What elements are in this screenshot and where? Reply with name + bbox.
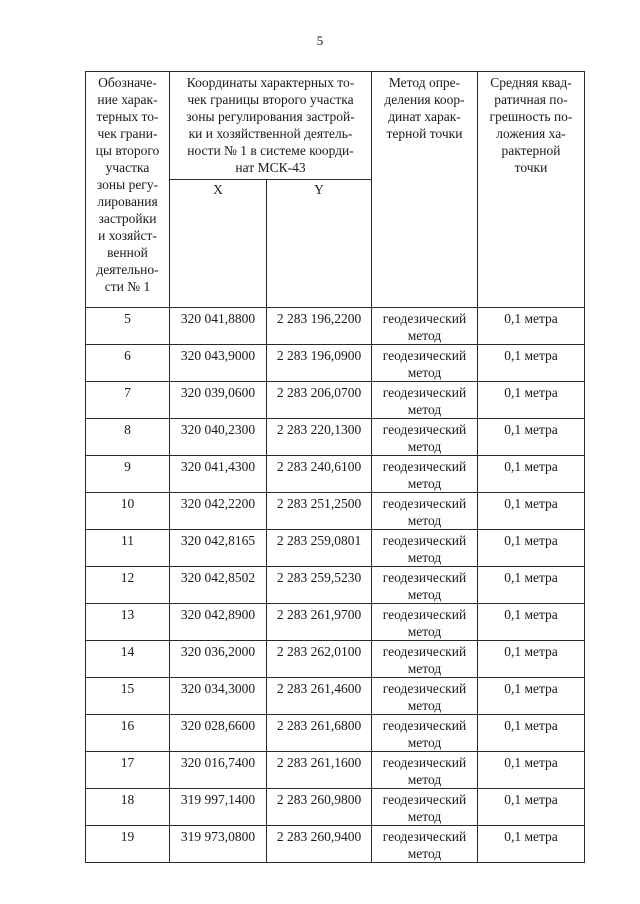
x-coordinate-cell: 320 028,6600 [170,715,267,752]
y-coordinate-cell: 2 283 260,9400 [267,826,372,863]
table-row [86,567,585,604]
x-coordinate-cell: 320 042,8900 [170,604,267,641]
x-coordinate-cell: 319 997,1400 [170,789,267,826]
x-coordinate-cell: 320 041,4300 [170,456,267,493]
header-coordinates [170,72,372,180]
x-coordinate-cell: 320 042,8165 [170,530,267,567]
method-cell: геодезический метод [372,345,478,382]
point-number-cell: 15 [86,678,170,715]
x-coordinate-cell: 320 016,7400 [170,752,267,789]
table-row [86,308,585,345]
point-number-cell: 8 [86,419,170,456]
method-cell: геодезический метод [372,308,478,345]
method-cell: геодезический метод [372,641,478,678]
point-number-cell: 17 [86,752,170,789]
point-number-cell: 11 [86,530,170,567]
header-error-label: Средняя квад- ратичная по- грешность по- ложения ха- рактерной точки [489,75,573,175]
table-row [86,826,585,863]
table-row [86,789,585,826]
table-row [86,419,585,456]
y-coordinate-cell: 2 283 259,0801 [267,530,372,567]
coordinates-table [85,71,585,863]
error-cell: 0,1 метра [478,604,585,641]
table-row [86,641,585,678]
table-body [86,308,585,863]
point-number-cell: 6 [86,345,170,382]
x-coordinate-cell: 320 039,0600 [170,382,267,419]
x-coordinate-cell: 320 040,2300 [170,419,267,456]
point-number-cell: 7 [86,382,170,419]
y-coordinate-cell: 2 283 196,2200 [267,308,372,345]
y-coordinate-cell: 2 283 251,2500 [267,493,372,530]
y-coordinate-cell: 2 283 260,9800 [267,789,372,826]
x-coordinate-cell: 320 034,3000 [170,678,267,715]
method-cell: геодезический метод [372,789,478,826]
table-row [86,715,585,752]
table-row [86,493,585,530]
method-cell: геодезический метод [372,715,478,752]
error-cell: 0,1 метра [478,826,585,863]
table-row [86,678,585,715]
y-coordinate-cell: 2 283 261,1600 [267,752,372,789]
y-coordinate-cell: 2 283 220,1300 [267,419,372,456]
header-coordinates-label: Координаты характерных то- чек границы второго участка зоны регулирования застрой- ки и хозяйственной деятель- ности № 1 в системе коорди- нат МСК-43 [186,75,355,175]
method-cell: геодезический метод [372,456,478,493]
method-cell: геодезический метод [372,419,478,456]
error-cell: 0,1 метра [478,419,585,456]
point-number-cell: 13 [86,604,170,641]
error-cell: 0,1 метра [478,567,585,604]
error-cell: 0,1 метра [478,345,585,382]
error-cell: 0,1 метра [478,493,585,530]
table-row [86,604,585,641]
point-number-cell: 12 [86,567,170,604]
method-cell: геодезический метод [372,826,478,863]
point-number-cell: 16 [86,715,170,752]
method-cell: геодезический метод [372,567,478,604]
table-row [86,530,585,567]
point-number-cell: 19 [86,826,170,863]
header-x: X [170,180,267,308]
x-coordinate-cell: 320 043,9000 [170,345,267,382]
header-row [86,72,585,180]
y-coordinate-cell: 2 283 240,6100 [267,456,372,493]
point-number-cell: 9 [86,456,170,493]
error-cell: 0,1 метра [478,678,585,715]
method-cell: геодезический метод [372,382,478,419]
method-cell: геодезический метод [372,678,478,715]
error-cell: 0,1 метра [478,641,585,678]
x-coordinate-cell: 320 042,2200 [170,493,267,530]
error-cell: 0,1 метра [478,530,585,567]
x-coordinate-cell: 320 036,2000 [170,641,267,678]
y-coordinate-cell: 2 283 206,0700 [267,382,372,419]
table-row [86,752,585,789]
error-cell: 0,1 метра [478,715,585,752]
table-row [86,456,585,493]
x-coordinate-cell: 319 973,0800 [170,826,267,863]
point-number-cell: 10 [86,493,170,530]
point-number-cell: 18 [86,789,170,826]
y-coordinate-cell: 2 283 196,0900 [267,345,372,382]
error-cell: 0,1 метра [478,752,585,789]
error-cell: 0,1 метра [478,382,585,419]
method-cell: геодезический метод [372,604,478,641]
header-error [478,72,585,308]
x-coordinate-cell: 320 041,8800 [170,308,267,345]
table-row [86,345,585,382]
y-coordinate-cell: 2 283 262,0100 [267,641,372,678]
method-cell: геодезический метод [372,752,478,789]
header-designation-label: Обозначе- ние харак- терных то- чек грани- цы второго участка зоны регу- лирования застройки и хозяйст- венной деятельно- сти № 1 [95,75,160,294]
x-coordinate-cell: 320 042,8502 [170,567,267,604]
y-coordinate-cell: 2 283 259,5230 [267,567,372,604]
page-number: 5 [316,33,324,48]
header-method-label: Метод опре- деления коор- динат харак- терной точки [384,75,465,141]
header-designation [86,72,170,308]
y-coordinate-cell: 2 283 261,4600 [267,678,372,715]
method-cell: геодезический метод [372,493,478,530]
y-coordinate-cell: 2 283 261,9700 [267,604,372,641]
error-cell: 0,1 метра [478,789,585,826]
table-row [86,382,585,419]
header-y: Y [267,180,372,308]
point-number-cell: 5 [86,308,170,345]
y-coordinate-cell: 2 283 261,6800 [267,715,372,752]
header-method [372,72,478,308]
point-number-cell: 14 [86,641,170,678]
method-cell: геодезический метод [372,530,478,567]
error-cell: 0,1 метра [478,308,585,345]
error-cell: 0,1 метра [478,456,585,493]
